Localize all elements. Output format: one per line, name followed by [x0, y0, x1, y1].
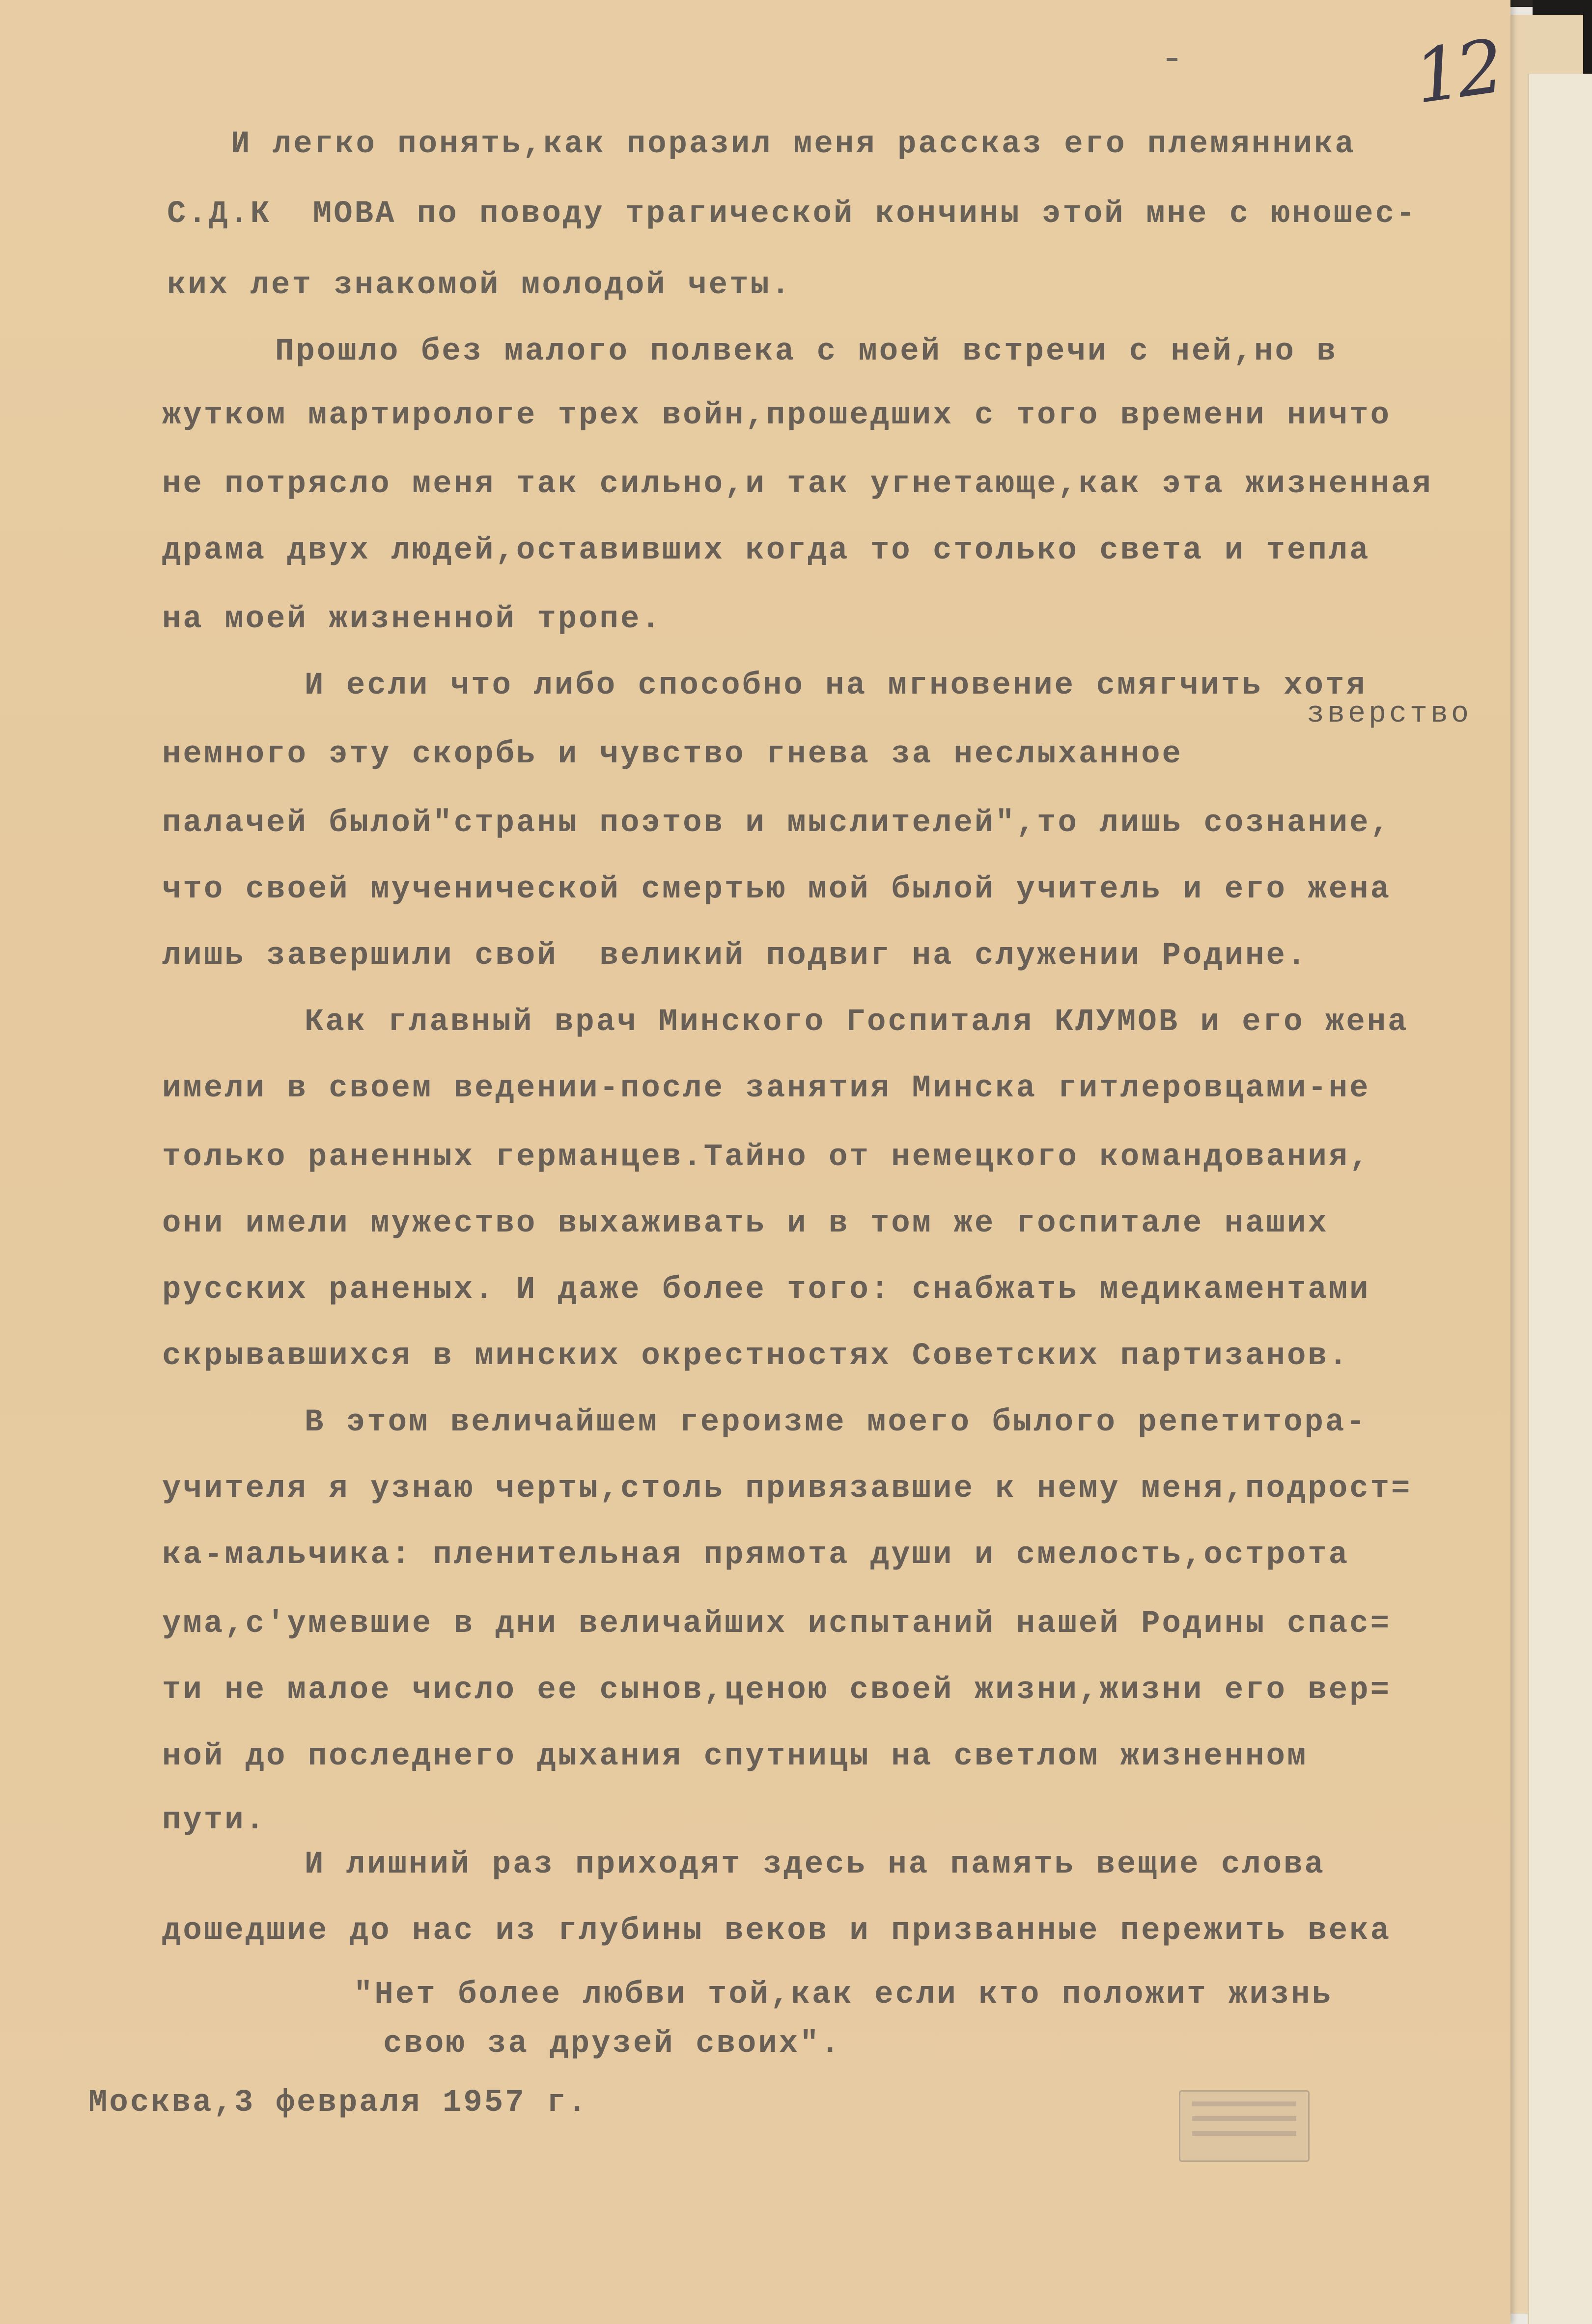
folio-number: 12	[1409, 24, 1505, 121]
date-line: Москва,3 февраля 1957 г.	[88, 2085, 588, 2121]
underlying-sheet-2	[1528, 74, 1592, 2324]
text-line: русских раненых. И даже более того: снабжать медикаментами	[162, 1272, 1370, 1308]
text-line: не потрясло меня так сильно,и так угнетающе,как эта жизненная	[162, 467, 1433, 502]
text-line: И легко понять,как поразил меня рассказ его племянника	[231, 127, 1356, 162]
text-line: учителя я узнаю черты,столь привязавшие к нему меня,подрост=	[162, 1471, 1412, 1507]
text-line: драма двух людей,оставивших когда то столько света и тепла	[162, 533, 1370, 568]
text-line: ти не малое число ее сынов,ценою своей жизни,жизни его вер=	[162, 1673, 1391, 1708]
text-line: они имели мужество выхаживать и в том же госпитале наших	[162, 1206, 1329, 1241]
text-line: пути.	[162, 1803, 267, 1838]
text-line: имели в своем ведении-после занятия Минска гитлеровцами-не	[162, 1071, 1370, 1106]
typed-insertion: зверство	[1307, 698, 1472, 731]
text-line: что своей мученической смертью мой былой учитель и его жена	[162, 872, 1391, 907]
text-line: жутком мартирологе трех войн,прошедших с того времени ничто	[162, 398, 1391, 433]
text-line: ких лет знакомой молодой четы.	[167, 268, 792, 303]
text-line: ной до последнего дыхания спутницы на светлом жизненном	[162, 1739, 1308, 1774]
text-line: немного эту скорбь и чувство гнева за неслыханное	[162, 737, 1183, 772]
text-line: палачей былой"страны поэтов и мыслителей",то лишь сознание,	[162, 806, 1391, 841]
text-line: Прошло без малого полвека с моей встречи с ней,но в	[275, 334, 1338, 369]
text-line: ка-мальчика: пленительная прямота души и смелость,острота	[162, 1538, 1350, 1573]
text-line: Как главный врач Минского Госпиталя КЛУМОВ и его жена	[305, 1005, 1409, 1040]
text-line: только раненных германцев.Тайно от немецкого командования,	[162, 1140, 1370, 1175]
text-line: В этом величайшем героизме моего былого репетитора-	[305, 1405, 1367, 1440]
text-line: дошедшие до нас из глубины веков и призванные пережить века	[162, 1913, 1391, 1949]
text-line: на моей жизненной тропе.	[162, 602, 662, 637]
quote-line: свою за друзей своих".	[383, 2026, 841, 2062]
text-line: скрывавшихся в минских окрестностях Советских партизанов.	[162, 1339, 1350, 1374]
faded-archive-stamp	[1179, 2090, 1310, 2162]
text-line: И лишний раз приходят здесь на память вещие слова	[305, 1847, 1325, 1882]
text-line: И если что либо способно на мгновение смягчить хотя	[305, 668, 1367, 703]
text-line: лишь завершили свой великий подвиг на служении Родине.	[162, 938, 1308, 974]
text-line: ума,с'умевшие в дни величайших испытаний нашей Родины спас=	[162, 1606, 1391, 1642]
top-dash-mark	[1167, 58, 1177, 61]
text-line: С.Д.К МОВА по поводу трагической кончины этой мне с юношес-	[167, 196, 1417, 232]
quote-line: "Нет более любви той,как если кто положит жизнь	[354, 1977, 1333, 2013]
